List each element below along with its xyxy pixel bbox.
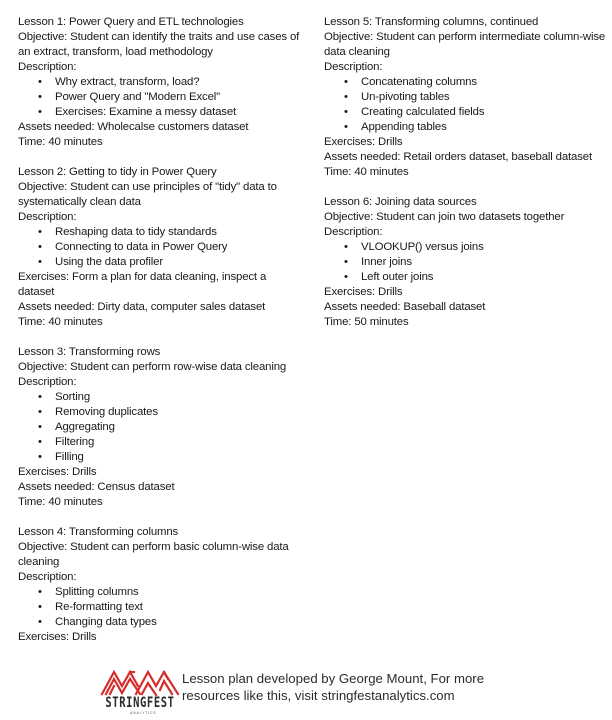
list-item-text: Filtering [55, 436, 95, 448]
bullet-icon: • [38, 106, 42, 118]
list-item [324, 90, 606, 105]
bullet-icon: • [344, 241, 348, 253]
bullet-icon: • [38, 226, 42, 238]
lesson-exercises: Exercises: Drills [18, 466, 97, 478]
lesson-title: Lesson 5: Transforming columns, continued [324, 16, 539, 28]
list-item-text: Creating calculated fields [361, 106, 485, 118]
bullet-icon: • [38, 586, 42, 598]
lesson-title: Lesson 2: Getting to tidy in Power Query [18, 166, 217, 178]
list-item [18, 105, 300, 120]
lesson-assets: Assets needed: Dirty data, computer sales dataset [18, 301, 266, 313]
list-item [18, 405, 300, 420]
list-item-text: Why extract, transform, load? [55, 76, 200, 88]
logo-mark-icon [100, 668, 180, 696]
list-item [18, 600, 300, 615]
bullet-icon: • [344, 106, 348, 118]
lesson-topic-list [18, 75, 300, 120]
list-item-text: Concatenating columns [361, 76, 477, 88]
bullet-icon: • [38, 421, 42, 433]
lesson-time: Time: 40 minutes [324, 166, 409, 178]
lesson-description-label: Description: [18, 376, 77, 388]
list-item-text: Splitting columns [55, 586, 139, 598]
lesson-description-label: Description: [18, 61, 77, 73]
list-item [18, 420, 300, 435]
bullet-icon: • [38, 436, 42, 448]
list-item [18, 450, 300, 465]
footer-line-2[interactable]: resources like this, visit stringfestanalytics.com [182, 688, 455, 703]
lesson-exercises: Exercises: Drills [18, 631, 97, 643]
logo-subtitle: ANALYTICS [130, 711, 157, 715]
list-item [324, 120, 606, 135]
footer [100, 668, 520, 716]
lesson-description-label: Description: [18, 211, 77, 223]
list-item [324, 105, 606, 120]
lesson-topic-list [18, 390, 300, 465]
bullet-icon: • [344, 271, 348, 283]
footer-line-1: Lesson plan developed by George Mount, For more [182, 671, 485, 686]
list-item-text: Connecting to data in Power Query [55, 241, 228, 253]
lesson-objective: Objective: Student can join two datasets together [324, 211, 565, 223]
bullet-icon: • [344, 91, 348, 103]
bullet-icon: • [344, 76, 348, 88]
list-item-text: Inner joins [361, 256, 412, 268]
list-item-text: Changing data types [55, 616, 157, 628]
list-item-text: Un-pivoting tables [361, 91, 450, 103]
lesson-title: Lesson 1: Power Query and ETL technologies [18, 16, 244, 28]
lesson-assets: Assets needed: Baseball dataset [324, 301, 486, 313]
logo-stripe [136, 672, 178, 694]
bullet-icon: • [38, 616, 42, 628]
left-column [18, 15, 300, 660]
bullet-icon: • [38, 406, 42, 418]
list-item-text: Exercises: Examine a messy dataset [55, 106, 237, 118]
bullet-icon: • [38, 76, 42, 88]
lesson-objective: Objective: Student can perform row-wise data cleaning [18, 361, 287, 373]
lesson-block [18, 525, 300, 645]
list-item [18, 75, 300, 90]
lesson-block [324, 15, 606, 180]
lesson-objective: Objective: Student can use principles of "tidy" data to systematically clean data [18, 181, 277, 208]
list-item-text: Sorting [55, 391, 91, 403]
lesson-topic-list [18, 585, 300, 630]
lesson-assets: Assets needed: Wholecalse customers dataset [18, 121, 249, 133]
lesson-topic-list [324, 240, 606, 285]
list-item [324, 240, 606, 255]
right-column [324, 15, 606, 345]
list-item-text: Appending tables [361, 121, 447, 133]
bullet-icon: • [38, 601, 42, 613]
bullet-icon: • [344, 121, 348, 133]
lesson-time: Time: 40 minutes [18, 316, 103, 328]
list-item-text: Using the data profiler [55, 256, 163, 268]
list-item-text: Removing duplicates [55, 406, 158, 418]
list-item-text: Filling [55, 451, 84, 463]
lesson-description-label: Description: [324, 61, 383, 73]
bullet-icon: • [38, 391, 42, 403]
list-item-text: Left outer joins [361, 271, 434, 283]
lesson-assets: Assets needed: Census dataset [18, 481, 175, 493]
footer-credit [182, 670, 484, 704]
lesson-block [18, 15, 300, 150]
stringfest-logo[interactable] [100, 668, 180, 716]
bullet-icon: • [38, 451, 42, 463]
lesson-objective: Objective: Student can identify the traits and use cases of an extract, transform, load methodology [18, 31, 300, 58]
logo-wordmark: STRINGFEST [105, 695, 175, 712]
logo-stripe [142, 683, 156, 695]
list-item-text: VLOOKUP() versus joins [361, 241, 484, 253]
lesson-block [324, 195, 606, 330]
list-item-text: Re-formatting text [55, 601, 143, 613]
lesson-description-label: Description: [18, 571, 77, 583]
list-item [18, 255, 300, 270]
lesson-topic-list [18, 225, 300, 270]
list-item [18, 240, 300, 255]
lesson-exercises: Exercises: Drills [324, 136, 403, 148]
list-item [18, 390, 300, 405]
list-item [18, 585, 300, 600]
lesson-exercises: Exercises: Drills [324, 286, 403, 298]
lesson-title: Lesson 4: Transforming columns [18, 526, 179, 538]
bullet-icon: • [38, 241, 42, 253]
lesson-objective: Objective: Student can perform basic column-wise data cleaning [18, 541, 289, 568]
lesson-description-label: Description: [324, 226, 383, 238]
list-item [18, 225, 300, 240]
bullet-icon: • [38, 256, 42, 268]
lesson-title: Lesson 6: Joining data sources [324, 196, 477, 208]
bullet-icon: • [38, 91, 42, 103]
lesson-time: Time: 50 minutes [324, 316, 409, 328]
lesson-block [18, 165, 300, 330]
list-item [324, 270, 606, 285]
list-item-text: Reshaping data to tidy standards [55, 226, 217, 238]
lesson-block [18, 345, 300, 510]
list-item-text: Aggregating [55, 421, 115, 433]
lesson-exercises: Exercises: Form a plan for data cleaning, inspect a dataset [18, 271, 267, 298]
list-item [18, 435, 300, 450]
list-item [324, 255, 606, 270]
lesson-title: Lesson 3: Transforming rows [18, 346, 161, 358]
lesson-assets: Assets needed: Retail orders dataset, baseball dataset [324, 151, 592, 163]
lesson-topic-list [324, 75, 606, 135]
lesson-objective: Objective: Student can perform intermediate column-wise data cleaning [324, 31, 606, 58]
lesson-time: Time: 40 minutes [18, 496, 103, 508]
list-item [324, 75, 606, 90]
list-item [18, 90, 300, 105]
list-item-text: Power Query and "Modern Excel" [55, 91, 221, 103]
bullet-icon: • [344, 256, 348, 268]
lesson-time: Time: 40 minutes [18, 136, 103, 148]
list-item [18, 615, 300, 630]
